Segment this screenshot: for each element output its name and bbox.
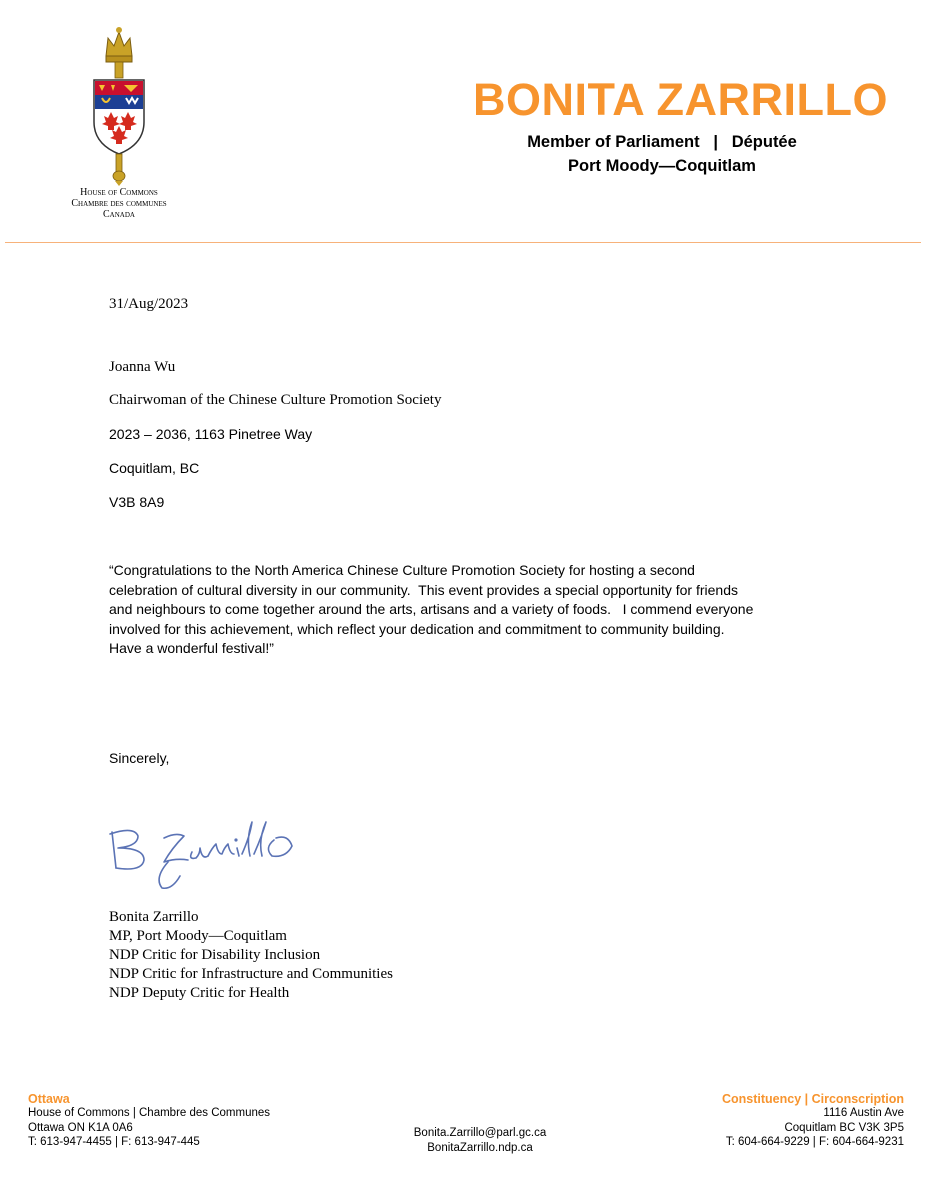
footer-constituency-line: Coquitlam BC V3K 3P5: [784, 1121, 904, 1134]
signer-role: NDP Critic for Disability Inclusion: [109, 947, 321, 963]
footer-ottawa-heading: Ottawa: [28, 1092, 70, 1106]
mp-title: Member of Parliament | Députée: [527, 133, 797, 151]
house-of-commons-crest: [84, 26, 154, 186]
recipient-name: Joanna Wu: [109, 359, 176, 375]
recipient-city: Coquitlam, BC: [109, 460, 200, 476]
signer-name: Bonita Zarrillo: [109, 909, 199, 925]
header-divider: [5, 242, 921, 243]
coat-of-arms-icon: [84, 26, 154, 186]
signer-role: MP, Port Moody—Coquitlam: [109, 928, 287, 944]
footer-contact: [380, 1126, 580, 1155]
body-line: involved for this achievement, which reflect your dedication and commitment to community building.: [109, 620, 725, 637]
institution-line-en: House of Commons: [80, 187, 158, 198]
letter-date: 31/Aug/2023: [109, 296, 189, 312]
mp-riding: Port Moody—Coquitlam: [568, 157, 756, 175]
body-line: celebration of cultural diversity in our community. This event provides a special opportunity for friends: [109, 581, 739, 598]
institution-name: [40, 187, 198, 220]
footer-constituency-heading: Constituency | Circonscription: [722, 1092, 904, 1106]
footer-ottawa-line: House of Commons | Chambre des Communes: [28, 1107, 271, 1119]
closing: Sincerely,: [109, 750, 170, 766]
website-link[interactable]: BonitaZarrillo.ndp.ca: [427, 1141, 533, 1154]
recipient-title: Chairwoman of the Chinese Culture Promotion Society: [109, 392, 442, 408]
footer-ottawa: [28, 1092, 270, 1150]
footer-constituency-line: T: 604-664-9229 | F: 604-664-9231: [725, 1136, 904, 1148]
handwritten-signature: [104, 818, 334, 898]
recipient-address: 2023 – 2036, 1163 Pinetree Way: [109, 426, 313, 442]
footer-constituency: [722, 1092, 904, 1150]
body-line: Have a wonderful festival!”: [109, 640, 274, 657]
letter-body: [109, 561, 829, 659]
body-line: “Congratulations to the North America Chinese Culture Promotion Society for hosting a second: [109, 562, 695, 578]
footer-constituency-line: 1116 Austin Ave: [823, 1107, 904, 1119]
institution-line-country: Canada: [103, 209, 135, 220]
recipient-postal-code: V3B 8A9: [109, 494, 165, 510]
footer-ottawa-line: Ottawa ON K1A 0A6: [28, 1121, 133, 1134]
signer-role: NDP Deputy Critic for Health: [109, 985, 290, 1001]
signature-block: [109, 908, 393, 1003]
footer-ottawa-line: T: 613-947-4455 | F: 613-947-445: [28, 1136, 200, 1148]
signer-role: NDP Critic for Infrastructure and Communities: [109, 966, 393, 982]
mp-name-heading: BONITA ZARRILLO: [473, 74, 888, 125]
email-link[interactable]: Bonita.Zarrillo@parl.gc.ca: [413, 1127, 547, 1139]
body-line: and neighbours to come together around the arts, artisans and a variety of foods. I commend everyone: [109, 601, 754, 618]
institution-line-fr: Chambre des communes: [71, 198, 167, 209]
